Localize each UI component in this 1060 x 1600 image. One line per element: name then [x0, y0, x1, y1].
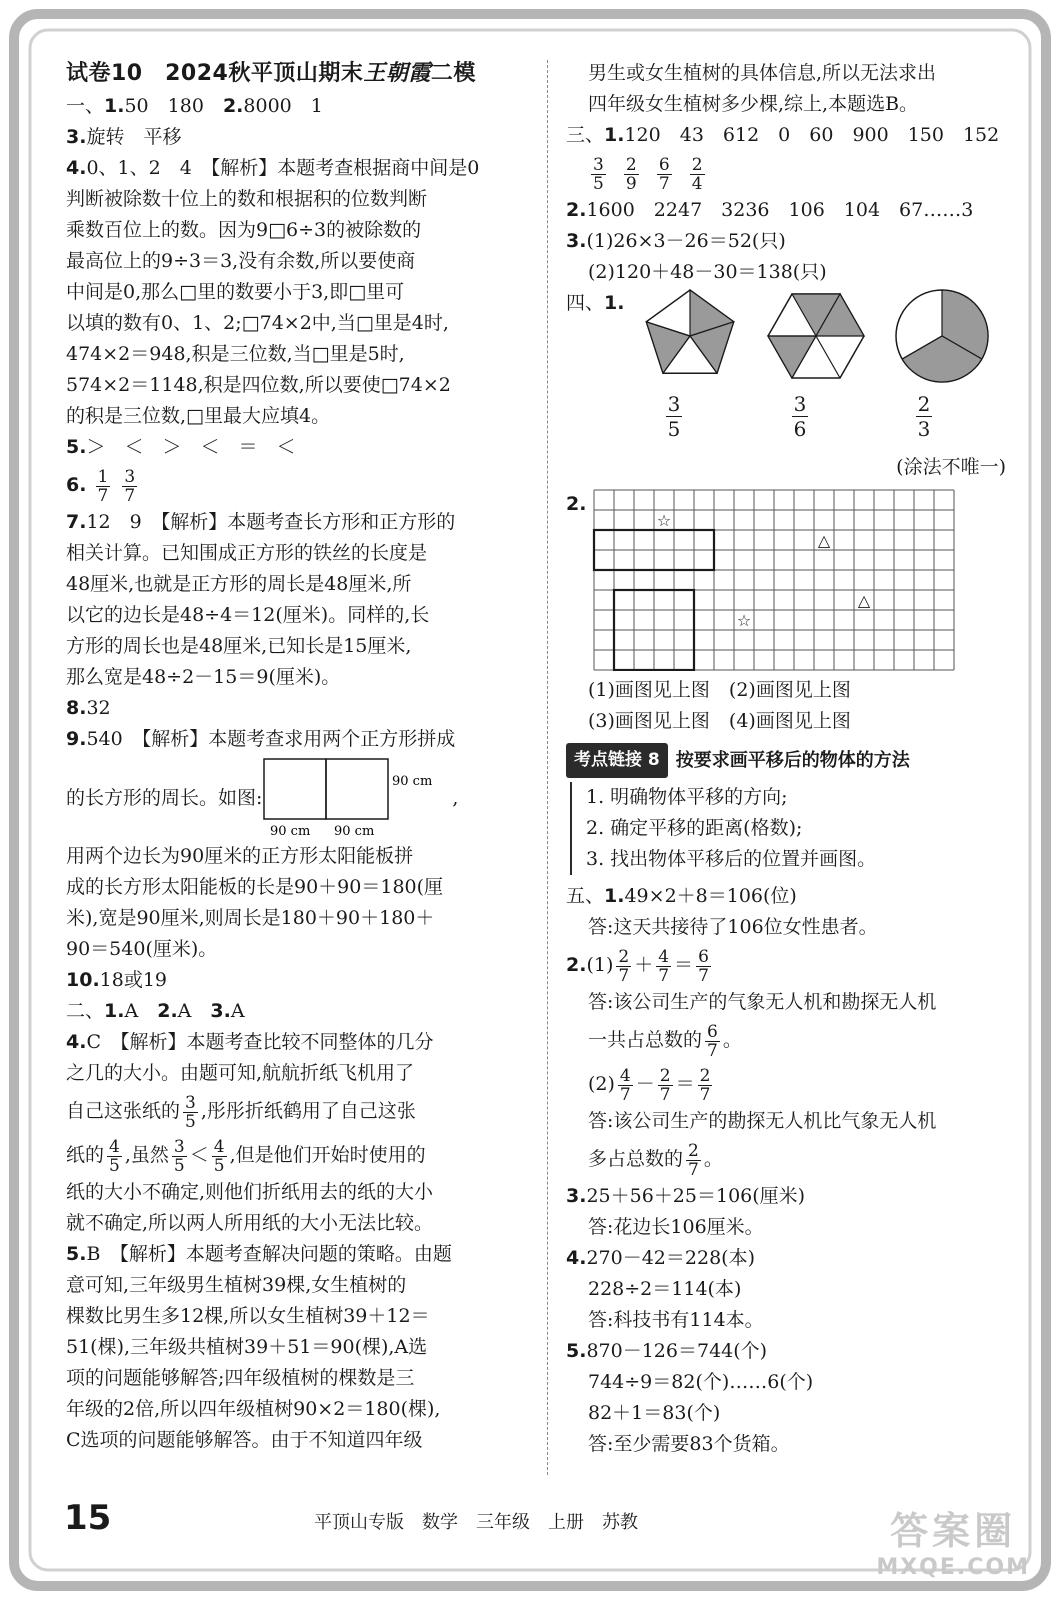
- fraction: $\frac{3}{7}$: [124, 466, 136, 506]
- fraction: $\frac{2}{7}$: [699, 1065, 711, 1105]
- fraction: $\frac{2}{7}$: [659, 1065, 671, 1105]
- key-point-title: 按要求画平移后的物体的方法: [675, 750, 910, 771]
- fraction: $\frac{1}{7}$: [97, 466, 109, 506]
- answer-q7: 7.12 9 【解析】本题考查长方形和正方形的 相关计算。已知围成正方形的铁丝的长度是 48厘米,也就是正方形的周长是48厘米,所 以它的边长是48÷4＝12(厘米)。同样的,长 方形的周长也是48厘米,已知长是15厘米, 那么宽是48÷2－15＝9(厘米)。: [66, 511, 456, 688]
- answer-s2-q1-3: 二、1.A 2.A 3.A: [66, 1000, 245, 1022]
- fraction: $\frac{6}{7}$: [658, 154, 670, 194]
- fraction: $\frac{2}{4}$: [691, 154, 703, 194]
- answer-q9: 9.540 【解析】本题考查求用两个正方形拼成 的长方形的周长。如图: 90 cm 90 cm 90 cm , 用两个边长为90厘米的正方形太阳能板拼 成的长方形太阳能板的长是90＋90＝180(厘 米),宽是90厘米,则周长是180＋90＋180＋ 90＝540(厘米)。: [66, 728, 459, 960]
- answer-s5-q3: 3.25＋56＋25＝106(厘米): [566, 1185, 806, 1207]
- list-item: 1. 明确物体平移的方向;: [586, 786, 788, 808]
- answer-q4: 4.0、1、2 4 【解析】本题考查根据商中间是0 判断被除数十位上的数和根据积的位数判断 乘数百位上的数。因为9□6÷3的被除数的 最高位上的9÷3＝3,没有余数,所以要使商 中间是0,那么□里的数要小于3,即□里可 以填的数有0、1、2;□74×2中,当□里是4时, 474×2＝948,积是三位数,当□里是5时, 574×2＝1148,积是四位数,所以要使□74×2 的积是三位数,□里最大应填4。: [66, 157, 480, 427]
- translation-grid: [592, 489, 962, 671]
- answer-s3-q1-fractions: [566, 151, 1006, 195]
- left-column: [66, 58, 528, 1456]
- answer-s2-q5-continued: 男生或女生植树的具体信息,所以无法求出: [588, 62, 937, 84]
- key-point-tag: 考点链接 8: [566, 743, 668, 778]
- column-divider: [547, 60, 548, 1475]
- shaded-shapes-figure: [624, 284, 1004, 384]
- fraction: $\frac{3}{5}$: [667, 392, 681, 441]
- fraction: $\frac{3}{5}$: [185, 1092, 196, 1132]
- figure-label-bottom: 90 cm: [270, 824, 311, 839]
- fraction: $\frac{4}{5}$: [213, 1136, 225, 1176]
- fraction: $\frac{2}{7}$: [688, 1140, 699, 1180]
- pentagon-shape: [647, 290, 734, 373]
- answer-q5: 5.＞ ＜ ＞ ＜ ＝ ＜: [66, 436, 296, 458]
- page-number: 15: [64, 1498, 112, 1538]
- two-squares-figure: [262, 755, 452, 841]
- answer-s3-q2: 2.1600 2247 3236 106 104 67……3: [566, 199, 974, 221]
- answer-q6: 6. $\frac{1}{7}$ $\frac{3}{7}$: [66, 466, 136, 506]
- list-item: 3. 找出物体平移后的位置并画图。: [586, 848, 877, 870]
- answer-s5-q5: 5.870－126＝744(个): [566, 1340, 768, 1362]
- answer-q3: 3.旋转 平移: [66, 126, 182, 148]
- note-text: (涂法不唯一): [896, 456, 1006, 478]
- figure-label-side: 90 cm: [392, 774, 433, 789]
- brand-logo: 王朝霞: [363, 60, 431, 86]
- answer-q8: 8.32: [66, 697, 111, 719]
- fraction: $\frac{2}{7}$: [618, 946, 630, 986]
- right-column: 男生或女生植树的具体信息,所以无法求出 四年级女生植树多少棵,综上,本题选B。 三、1.120 43 612 0 60 900 150 152 $\frac{3}{5}$ $\frac{2}{9}$ $\frac{6}{7}$ $\frac{2}{4}$ 2.1600 2247 3236 106 104 67……3 3.(1)26×3－26＝52(只) (2)120＋48－30＝138(只) 四、1. $\frac{3}{5}$ $\frac{3}{6}$ $\frac{2}{3}$ (涂法不唯一) 2. ☆ ☆ △ △ (1)画图见上图 (2)画图见上图 (3)画图见上图 (4)画图见上图 考点链接 8 按要求画平移后的物体的方法 1. 明确物体平移的方向; 2. 确定平移的距离(格数); 3. 找出物体平移后的位置并画图。 五、1.49×2＋8＝106(位) 答:这天共接待了106位女性患者。 2.(1) $\frac{2}{7}$ ＋ $\frac{4}{7}$ ＝ $\frac{6}{7}$ 答:该公司生产的气象无人机和勘探无人机 一共占总数的 $\frac{6}{7}$ 。 (2) $\frac{4}{7}$ － $\frac{2}{7}$ ＝ $\frac{2}{7}$ 答:该公司生产的勘探无人机比气象无人机 多占总数的 $\frac{2}{7}$ 。 3.25＋56＋25＝106(厘米) 答:花边长106厘米。 4.270－42＝228(本) 228÷2＝114(本) 答:科技书有114本。 5.870－126＝744(个) 744÷9＝82(个)……6(个) 82＋1＝83(个) 答:至少需要83个货箱。: [566, 58, 1006, 1460]
- fraction: $\frac{2}{3}$: [917, 392, 931, 441]
- answer-s4-q2-text: (1)画图见上图 (2)画图见上图: [588, 679, 851, 701]
- triangle-icon: △: [858, 591, 871, 610]
- answer-s2-q5: 5.B 【解析】本题考查解决问题的策略。由题 意可知,三年级男生植树39棵,女生植树的 棵数比男生多12棵,所以女生植树39＋12＝ 51(棵),三年级共植树39＋51＝90(棵),A选 项的问题能够解答;四年级植树的棵数是三 年级的2倍,所以四年级植树90×2＝180(棵), C选项的问题能够解答。由于不知道四年级: [66, 1243, 452, 1451]
- key-point-list: [570, 782, 1006, 875]
- answer-s4-q1: 四、1. $\frac{3}{5}$ $\frac{3}{6}$ $\frac{2}{3}$ (涂法不唯一): [566, 288, 1006, 483]
- hexagon-shape: [768, 294, 864, 378]
- page-footer: [64, 1498, 1004, 1538]
- footer-text: 平顶山专版 数学 三年级 上册 苏教: [314, 1512, 638, 1533]
- answer-s3-q3: 3.(1)26×3－26＝52(只): [566, 230, 786, 252]
- circle-shape: [896, 290, 988, 382]
- key-point-box: [566, 743, 1006, 778]
- fraction: $\frac{6}{7}$: [707, 1021, 718, 1061]
- fraction: $\frac{2}{9}$: [625, 154, 637, 194]
- answer-s5-q4: 4.270－42＝228(本): [566, 1247, 755, 1269]
- list-item: 2. 确定平移的距离(格数);: [586, 817, 803, 839]
- fraction: $\frac{3}{5}$: [593, 154, 604, 194]
- star-icon: ☆: [657, 511, 672, 530]
- answer-s1-q1-2: 一、1.50 180 2.8000 1: [66, 95, 323, 117]
- answer-s5-q2: 2.(1) $\frac{2}{7}$ ＋ $\frac{4}{7}$ ＝ $\frac{6}{7}$ 答:该公司生产的气象无人机和勘探无人机 一共占总数的 $\frac{6}{7}$ 。 (2) $\frac{4}{7}$ － $\frac{2}{7}$ ＝ $\frac{2}{7}$ 答:该公司生产的勘探无人机比气象无人机 多占总数的 $\frac{2}{7}$ 。: [566, 946, 937, 1180]
- fraction: $\frac{3}{5}$: [173, 1136, 185, 1176]
- page-title: 试卷10 2024秋平顶山期末王朝霞二模: [66, 60, 476, 86]
- figure-label-bottom: 90 cm: [334, 824, 375, 839]
- fraction: $\frac{4}{5}$: [109, 1136, 120, 1176]
- answer-s5-q1: 五、1.49×2＋8＝106(位): [566, 885, 797, 907]
- triangle-icon: △: [818, 531, 831, 550]
- star-icon: ☆: [737, 611, 752, 630]
- fraction: $\frac{6}{7}$: [698, 946, 709, 986]
- fraction: $\frac{4}{7}$: [619, 1065, 631, 1105]
- fraction: $\frac{3}{6}$: [793, 392, 807, 441]
- watermark-logo: 答案圈 MXQE.COM: [876, 1509, 1030, 1580]
- answer-s2-q4: 4.C 【解析】本题考查比较不同整体的几分 之几的大小。由题可知,航航折纸飞机用了 自己这张纸的 $\frac{3}{5}$ ,彤彤折纸鹤用了自己这张 纸的 $\frac{4}{5}$ ,虽然 $\frac{3}{5}$ ＜ $\frac{4}{5}$ ,但是他们开始时使用的 纸的大小不确定,则他们折纸用去的纸的大小 就不确定,所以两人所用纸的大小无法比较。: [66, 1031, 434, 1234]
- answer-q10: 10.18或19: [66, 969, 168, 991]
- answer-s3-q1: 三、1.120 43 612 0 60 900 150 152: [566, 124, 1000, 146]
- fraction: $\frac{4}{7}$: [658, 946, 670, 986]
- answer-s4-q2: 2. ☆ ☆ △ △: [566, 489, 1006, 671]
